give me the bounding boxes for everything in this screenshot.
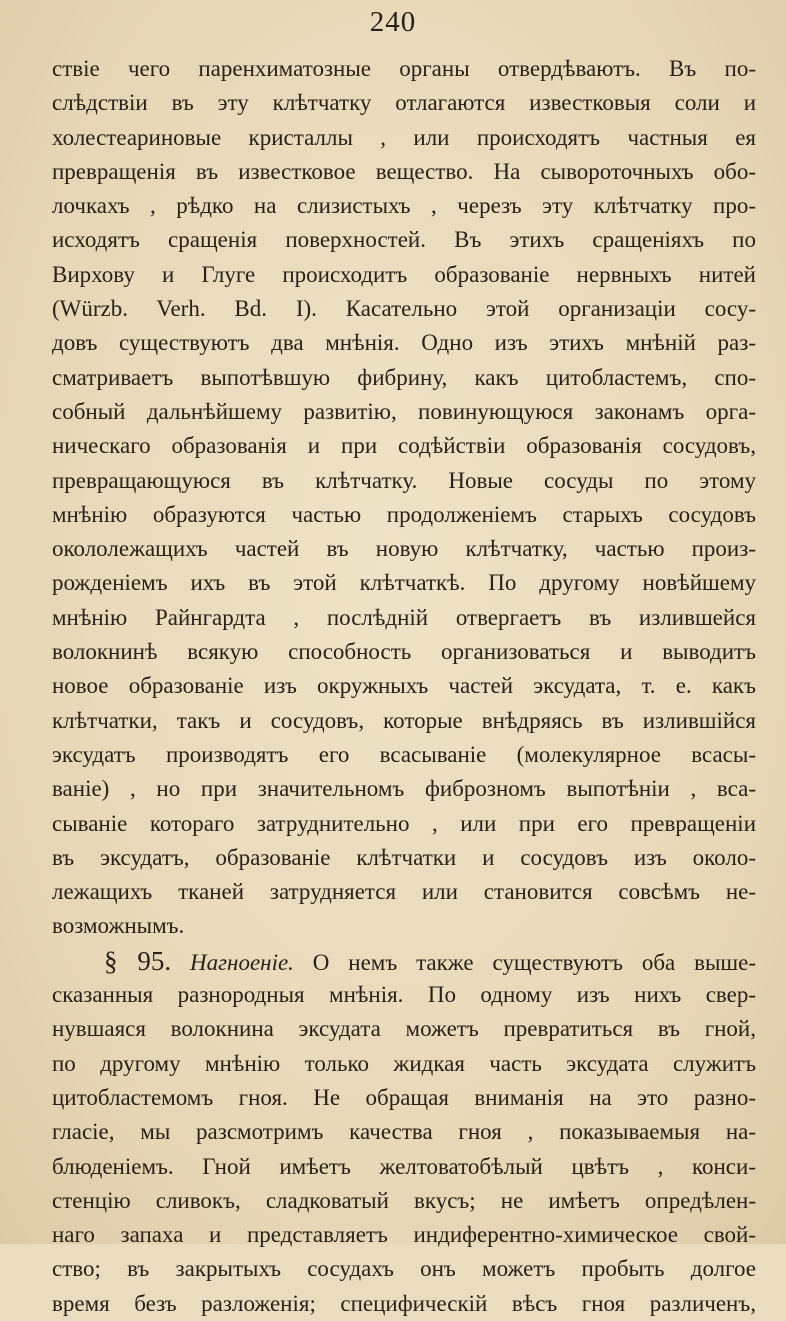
text-line: превращающуюся въ клѣтчатку. Новые сосуды по этому	[52, 467, 756, 493]
text-line: наго запаха и представляетъ индиферентно-химическое свой-	[52, 1222, 756, 1248]
section-number: § 95.	[104, 945, 172, 976]
text-line: Вирхову и Глуге происходитъ образованіе нервныхъ нитей	[52, 261, 756, 287]
section-first-line-text: О немъ также существуютъ оба выше-	[312, 949, 756, 975]
text-line: гласіе, мы разсмотримъ качества гноя , показываемыя на-	[52, 1119, 756, 1145]
text-line: сказанныя разнородныя мнѣнія. По одному изъ нихъ свер-	[52, 982, 756, 1008]
section-title: Нагноеніе.	[189, 949, 294, 975]
text-line: мнѣнію Райнгардта , послѣдній отвергаетъ въ излившейся	[52, 604, 756, 630]
text-line: блюденіемъ. Гной имѣетъ желтоватобѣлый цвѣтъ , конси-	[52, 1153, 756, 1179]
text-line: превращенія въ известковое вещество. На сывороточныхъ обо-	[52, 158, 756, 184]
text-line: ство; въ закрытыхъ сосудахъ онъ можетъ пробыть долгое	[52, 1256, 756, 1282]
text-line: время безъ разложенія; специфическій вѣсъ гноя различенъ,	[52, 1290, 756, 1316]
text-line: слѣдствіи въ эту клѣтчатку отлагаются известковыя соли и	[52, 90, 756, 116]
text-line: мнѣнію образуются частью продолженіемъ старыхъ сосудовъ	[52, 501, 756, 527]
text-line: нувшаяся волокнина эксудата можетъ превратиться въ гной,	[52, 1016, 756, 1042]
text-line: клѣтчатки, такъ и сосудовъ, которые внѣдряясь въ излившійся	[52, 707, 756, 733]
text-line: волокнинѣ всякую способность организоваться и выводитъ	[52, 639, 756, 665]
text-line: сываніе котораго затруднительно , или при его превращеніи	[52, 810, 756, 836]
text-line: лочкахъ , рѣдко на слизистыхъ , черезъ эту клѣтчатку про-	[52, 193, 756, 219]
text-line: возможнымъ.	[52, 913, 185, 939]
text-line: по другому мнѣнію только жидкая часть эксудата служитъ	[52, 1050, 756, 1076]
section-heading-line	[52, 944, 756, 978]
text-line: ническаго образованія и при содѣйствіи образованія сосудовъ,	[52, 433, 756, 459]
paragraph-organization	[52, 52, 756, 944]
paragraph-suppuration	[52, 944, 756, 1321]
text-line: стенцію сливокъ, сладковатый вкусъ; не имѣетъ опредѣлен-	[52, 1187, 756, 1213]
text-line: (Würzb. Verh. Bd. I). Касательно этой организаціи сосу-	[52, 296, 756, 322]
text-line: исходятъ сращенія поверхностей. Въ этихъ сращеніяхъ по	[52, 227, 756, 253]
text-line: цитобластемомъ гноя. Не обращая вниманія на это разно-	[52, 1084, 756, 1110]
text-line: рожденіемъ ихъ въ этой клѣтчаткѣ. По другому новѣйшему	[52, 570, 756, 596]
text-line: ваніе) , но при значительномъ фиброзномъ выпотѣніи , вса-	[52, 776, 756, 802]
text-line: сматриваетъ выпотѣвшую фибрину, какъ цитобластемъ, спо-	[52, 364, 756, 390]
text-line: новое образованіе изъ окружныхъ частей эксудата, т. е. какъ	[52, 673, 756, 699]
text-line: собный дальнѣйшему развитію, повинующуюся законамъ орга-	[52, 398, 756, 424]
text-line: ствіе чего паренхиматозные органы отвердѣваютъ. Въ по-	[52, 56, 756, 81]
text-line: окололежащихъ частей въ новую клѣтчатку, частью произ-	[52, 536, 756, 562]
body-text	[52, 52, 756, 1321]
text-line: эксудатъ производятъ его всасываніе (молекулярное всасы-	[52, 741, 756, 767]
text-line: лежащихъ тканей затрудняется или становится совсѣмъ не-	[52, 879, 756, 905]
page-number: 240	[369, 6, 417, 38]
text-line: холестеариновые кристаллы , или происходятъ частныя ея	[52, 124, 756, 150]
text-line: въ эксудатъ, образованіе клѣтчатки и сосудовъ изъ около-	[52, 844, 756, 870]
text-line: довъ существуютъ два мнѣнія. Одно изъ этихъ мнѣній раз-	[52, 330, 756, 356]
